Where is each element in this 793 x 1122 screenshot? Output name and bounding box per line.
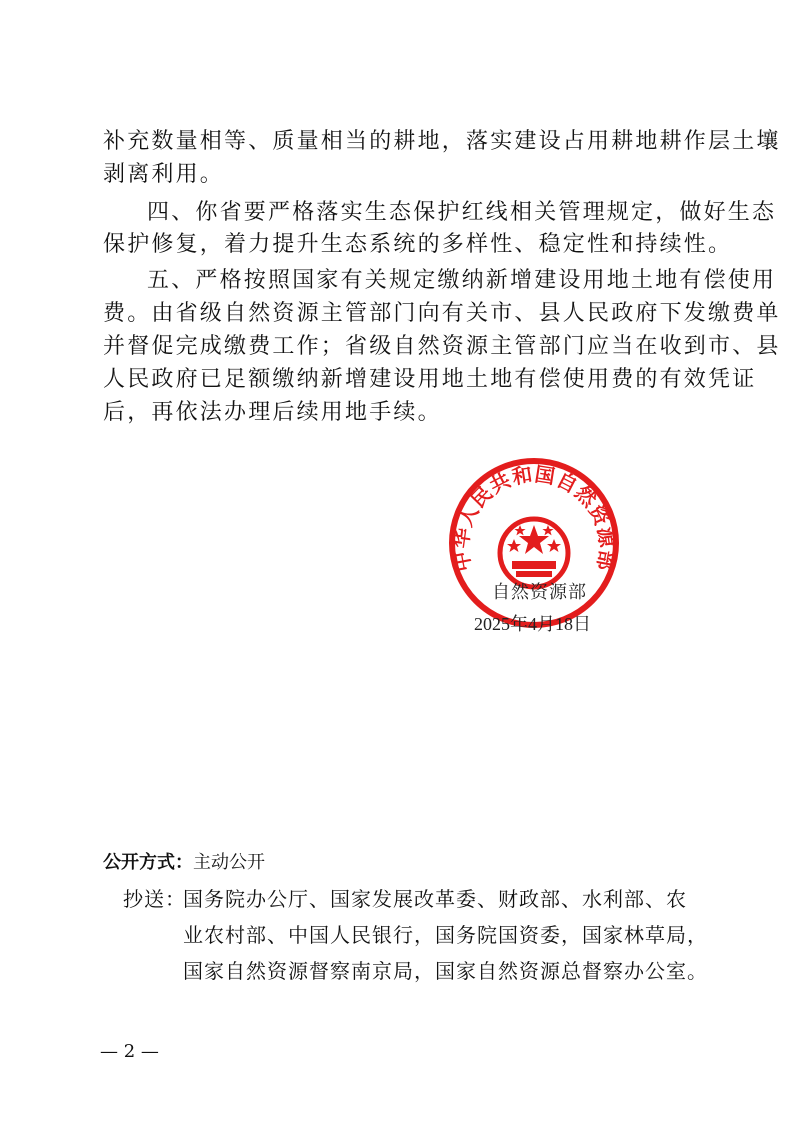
cc-label: 抄送：: [123, 887, 186, 911]
signature-organization: 自然资源部: [492, 582, 587, 603]
body-line: 补充数量相等、质量相当的耕地，落实建设占用耕地耕作层土壤: [103, 129, 781, 154]
svg-text:中华人民共和国自然资源部: 中华人民共和国自然资源部: [448, 461, 620, 574]
body-line: 后，再依法办理后续用地手续。: [103, 400, 442, 425]
page-number: — 2 —: [100, 1041, 159, 1062]
body-line: 剥离利用。: [103, 162, 225, 187]
body-line: 保护修复，着力提升生态系统的多样性、稳定性和持续性。: [103, 232, 733, 257]
national-emblem-icon: [500, 519, 568, 587]
signature-date: 2025年4月18日: [474, 614, 591, 634]
cc-line: 国务院办公厅、国家发展改革委、财政部、水利部、农: [183, 887, 687, 911]
body-line: 五、严格按照国家有关规定缴纳新增建设用地土地有偿使用: [147, 268, 777, 293]
disclosure-label: 公开方式：: [103, 852, 193, 873]
body-line: 并督促完成缴费工作；省级自然资源主管部门应当在收到市、县: [103, 334, 781, 359]
disclosure-value: 主动公开: [193, 852, 265, 873]
body-line: 四、你省要严格落实生态保护红线相关管理规定，做好生态: [147, 200, 777, 225]
cc-line: 业农村部、中国人民银行，国务院国资委，国家林草局，: [183, 923, 708, 947]
disclosure-method: [103, 848, 265, 874]
cc-line: 国家自然资源督察南京局，国家自然资源总督察办公室。: [183, 959, 708, 983]
body-line: 人民政府已足额缴纳新增建设用地土地有偿使用费的有效凭证: [103, 367, 757, 392]
body-line: 费。由省级自然资源主管部门向有关市、县人民政府下发缴费单: [103, 301, 781, 326]
